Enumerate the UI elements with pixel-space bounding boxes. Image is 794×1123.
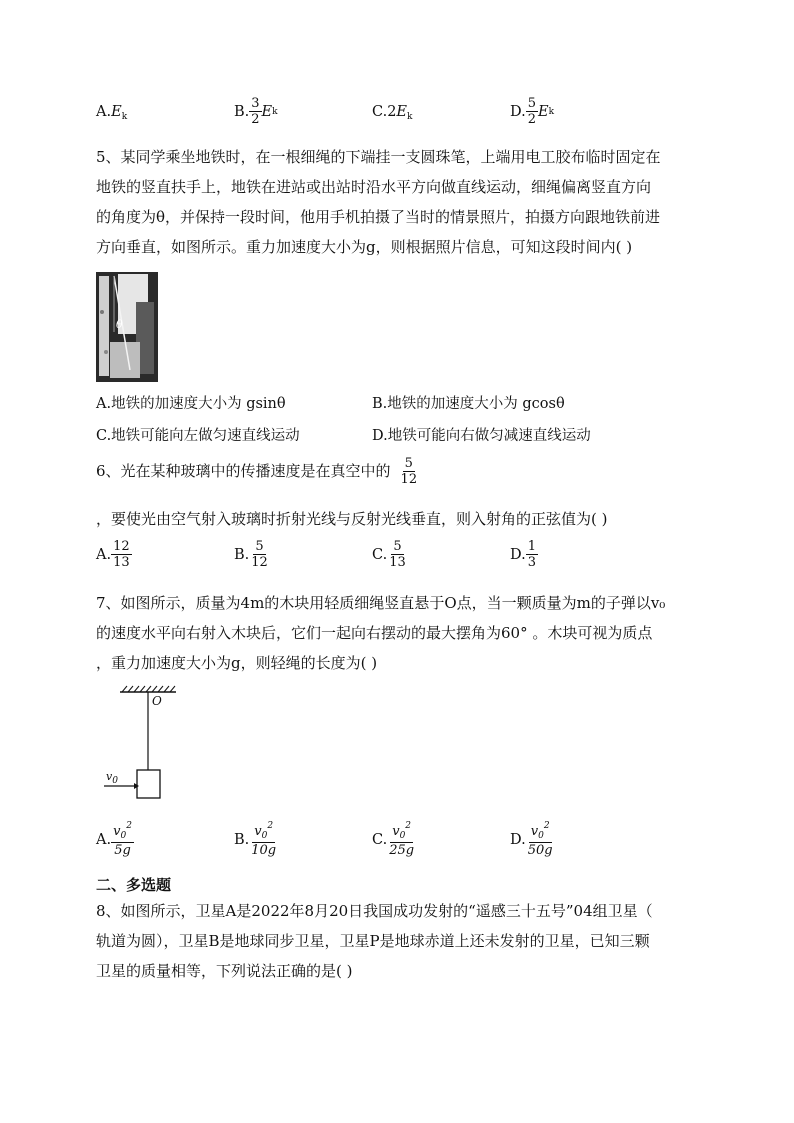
q7-stem: [96, 588, 716, 678]
q7-line-3: ，重力加速度大小为g，则轻绳的长度为( ): [96, 654, 378, 672]
q5-line-3: 的角度为θ，并保持一段时间，他用手机拍摄了当时的情景照片，拍摄方向跟地铁前进: [96, 208, 661, 226]
q6-line-2: ，要使光由空气射入玻璃时折射光线与反射光线垂直，则入射角的正弦值为( ): [96, 510, 608, 528]
q5-option-d: D.地铁可能向右做匀减速直线运动: [372, 428, 591, 444]
q6-option-b: B. $\frac{5}{12}$: [234, 539, 268, 570]
q4-option-b: B. $\frac{3}{2}$ E k: [234, 96, 278, 127]
section-title-multiple-choice: 二、多选题: [96, 876, 172, 894]
q4-option-a: $A.E_k$: [96, 104, 128, 122]
q5-photo-angle-label: θ: [116, 318, 123, 331]
q7-line-2: 的速度水平向右射入木块后，它们一起向右摆动的最大摆角为60° 。木块可视为质点: [96, 624, 653, 642]
q7-option-a: A. $\frac{v_0^2}{5g}$: [96, 821, 132, 858]
q7-option-b: B. $\frac{v_0^2}{10g}$: [234, 821, 277, 858]
q7-point-o-label: O: [152, 694, 162, 708]
q5-line-4: 方向垂直，如图所示。重力加速度大小为g，则根据照片信息，可知这段时间内( ): [96, 238, 633, 256]
q5-option-b: B.地铁的加速度大小为 gcosθ: [372, 396, 565, 412]
q6-option-d: D. $\frac{1}{3}$: [510, 539, 536, 570]
q5-stem: [96, 142, 716, 262]
q7-velocity-label: $v_0$: [106, 770, 118, 786]
q7-option-d: D. $\frac{v_0^2}{50g}$: [510, 821, 553, 858]
q8-line-2: 轨道为圆），卫星B是地球同步卫星，卫星P是地球赤道上还未发射的卫星，已知三颗: [96, 932, 650, 950]
q5-line-2: 地铁的竖直扶手上，地铁在进站或出站时沿水平方向做直线运动，细绳偏离竖直方向: [96, 178, 652, 196]
q6-ratio: $\frac{5}{12}$: [400, 455, 418, 487]
q6-option-a: A. $\frac{12}{13}$: [96, 539, 130, 570]
q4-option-d: D. $\frac{5}{2}$ E k: [510, 96, 555, 127]
q7-option-c: C. $\frac{v_0^2}{25g}$: [372, 821, 415, 858]
q8-line-3: 卫星的质量相等，下列说法正确的是( ): [96, 962, 353, 980]
q5-option-a: A.地铁的加速度大小为 gsinθ: [96, 396, 286, 412]
q8-stem: [96, 896, 716, 986]
q5-photo: [96, 272, 158, 382]
q5-option-c: C.地铁可能向左做匀速直线运动: [96, 428, 300, 444]
q4-option-c: $C.2E_k$: [372, 104, 413, 122]
q6-line-1: 6、光在某种玻璃中的传播速度是在真空中的 $\frac{5}{12}$: [96, 455, 418, 487]
q7-line-1: 7、如图所示，质量为4m的木块用轻质细绳竖直悬于O点，当一颗质量为m的子弹以v₀: [96, 594, 666, 612]
q5-line-1: 5、某同学乘坐地铁时，在一根细绳的下端挂一支圆珠笔，上端用电工胶布临时固定在: [96, 148, 661, 166]
q8-line-1: 8、如图所示，卫星A是2022年8月20日我国成功发射的“遥感三十五号”04组卫星（: [96, 902, 653, 920]
q7-pendulum-diagram: [96, 682, 196, 802]
q6-option-c: C. $\frac{5}{13}$: [372, 539, 406, 570]
